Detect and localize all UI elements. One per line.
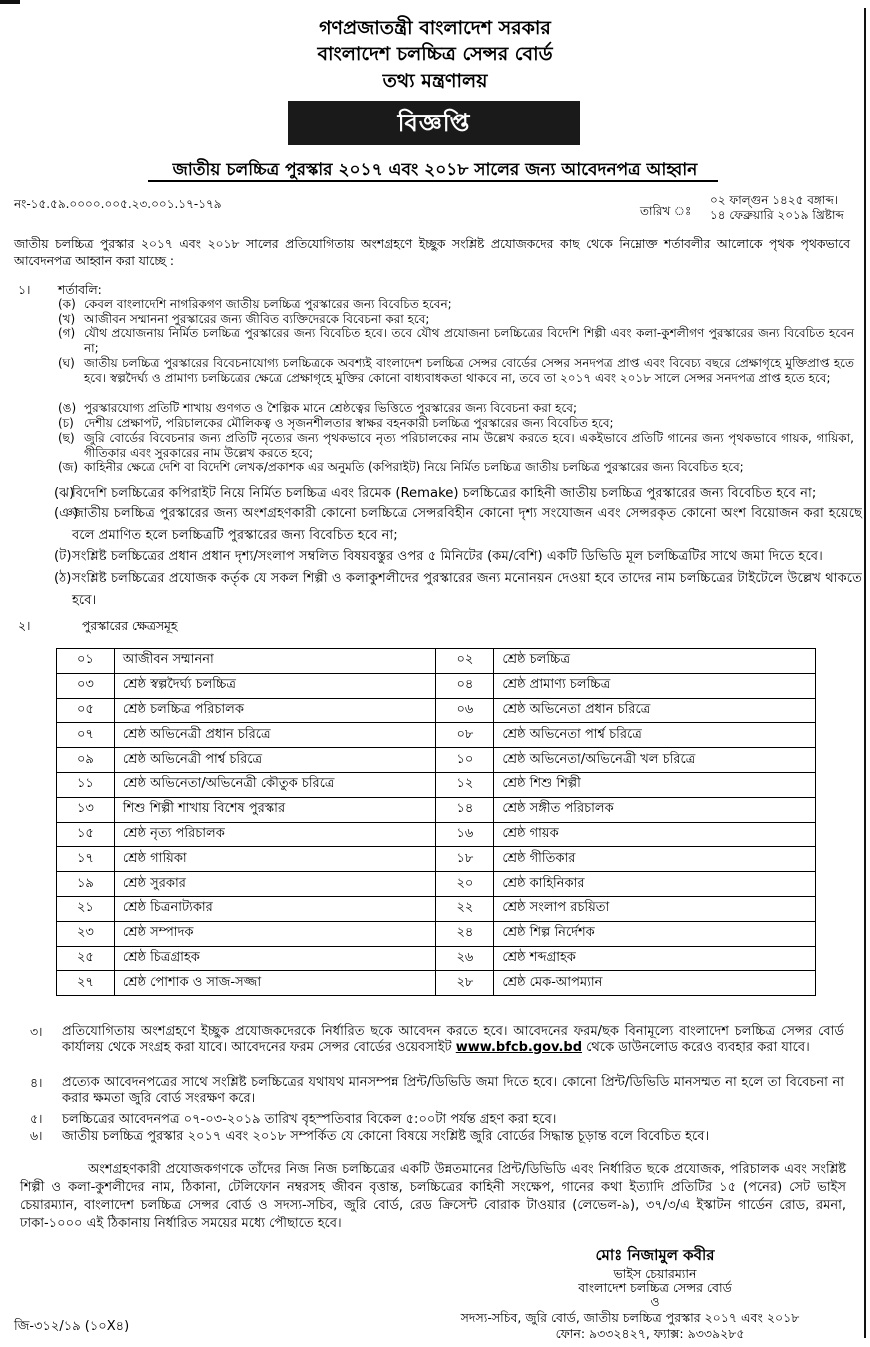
award-name-left: শ্রেষ্ঠ অভিনেত্রী প্রধান চরিত্রে [114, 723, 436, 748]
condition-text: জুরি বোর্ডের বিবেচনার জন্য প্রতিটি নৃত্যের জন্য পৃথকভাবে নৃত্য পরিচালকের নাম উল্লেখ করতে হবে। একইভাবে প্রতিটি গানের জন্য পৃথকভাবে গায়ক, গায়িকা, গীতিকার এবং সুরকারের নাম উল্লেখ করতে হবে; [84, 431, 854, 460]
table-row [57, 772, 816, 797]
award-serial-left: ১৭ [57, 847, 115, 872]
award-serial-left: ১৩ [57, 797, 115, 822]
award-name-left: শিশু শিল্পী শাখায় বিশেষ পুরস্কার [114, 797, 436, 822]
table-row [57, 723, 816, 748]
condition-marker: (ঘ) [58, 356, 75, 370]
award-serial-left: ১৯ [57, 872, 115, 897]
award-serial-right: ০৮ [436, 723, 494, 748]
award-serial-right: ১৬ [436, 822, 494, 847]
table-row [57, 847, 816, 872]
condition-text: সংশ্লিষ্ট চলচ্চিত্রের প্রধান প্রধান দৃশ্য/সংলাপ সম্বলিত বিষয়বস্তুর ওপর ৫ মিনিটের (কম/বেশি) একটি ডিভিডি মূল চলচ্চিত্রটির সাথে জমা দিতে হবে। [72, 549, 823, 564]
condition-text: পুরস্কারযোগ্য প্রতিটি শাখায় গুণগত ও শৈল্পিক মানে শ্রেষ্ঠত্বের ভিত্তিতে পুরস্কারের জন্য বিবেচনা করা হবে; [84, 401, 577, 415]
table-row [57, 698, 816, 723]
award-name-left: শ্রেষ্ঠ স্বল্পদৈর্ঘ্য চলচ্চিত্র [114, 673, 436, 698]
condition-marker: (ঞ) [54, 506, 79, 521]
section6-text: জাতীয় চলচ্চিত্র পুরস্কার ২০১৭ এবং ২০১৮ সম্পর্কিত যে কোনো বিষয়ে সংশ্লিষ্ট জুরি বোর্ডের সিদ্ধান্ত চূড়ান্ত বলে বিবেচিত হবে। [62, 1129, 710, 1144]
award-name-left: শ্রেষ্ঠ সম্পাদক [114, 921, 436, 946]
award-name-right: শ্রেষ্ঠ অভিনেতা পার্শ্ব চরিত্রে [494, 723, 816, 748]
table-row [57, 971, 816, 996]
notice-subject: জাতীয় চলচ্চিত্র পুরস্কার ২০১৭ এবং ২০১৮ সালের জন্য আবেদনপত্র আহ্বান [172, 160, 698, 180]
table-row [57, 822, 816, 847]
award-serial-right: ২০ [436, 872, 494, 897]
header-board: বাংলাদেশ চলচ্চিত্র সেন্সর বোর্ড [317, 43, 553, 65]
condition-text: বিদেশি চলচ্চিত্রের কপিরাইট নিয়ে নির্মিত চলচ্চিত্র এবং রিমেক (Remake) চলচ্চিত্রের কাহিনী জাতীয় চলচ্চিত্র পুরস্কারের জন্য বিবেচিত হবে না; [72, 486, 817, 501]
award-name-left: শ্রেষ্ঠ নৃত্য পরিচালক [114, 822, 436, 847]
condition-marker: (ঝ) [54, 486, 75, 501]
award-serial-left: ০৯ [57, 748, 115, 773]
award-serial-left: ১৫ [57, 822, 115, 847]
award-name-right: শ্রেষ্ঠ মেক-আপম্যান [494, 971, 816, 996]
closing-paragraph: অংশগ্রহণকারী প্রযোজকগণকে তাঁদের নিজ নিজ চলচ্চিত্রের একটি উন্নতমানের প্রিন্ট/ডিভিডি এবং নির্ধারিত ছকে প্রযোজক, পরিচালক এবং সংশ্লিষ্ট শিল্পী ও কলা-কুশলীদের নাম, ঠিকানা, টেলিফোন নম্বরসহ জীবন বৃত্তান্ত, চলচ্চিত্রের কাহিনী সংক্ষেপ, গানের কথা ইত্যাদি প্রতিটির ১৫ (পনের) সেট ভাইস চেয়ারম্যান, বাংলাদেশ চলচ্চিত্র সেন্সর বোর্ড ও সদস্য-সচিব, জুরি বোর্ড, রেড ক্রিসেন্ট বোরাক টাওয়ার (লেভেল-৯), ৩৭/৩/এ ইস্কাটন গার্ডেন রোড, রমনা, ঢাকা-১০০০ এই ঠিকানায় নির্ধারিত সময়ের মধ্যে পৌছাতে হবে। [20, 1162, 846, 1231]
award-name-right: শ্রেষ্ঠ শব্দগ্রাহক [494, 946, 816, 971]
award-name-left: শ্রেষ্ঠ চিত্রনাট্যকার [114, 896, 436, 921]
award-name-right: শ্রেষ্ঠ সঙ্গীত পরিচালক [494, 797, 816, 822]
award-name-left: আজীবন সম্মাননা [114, 649, 436, 674]
table-row [57, 673, 816, 698]
award-name-left: শ্রেষ্ঠ পোশাক ও সাজ-সজ্জা [114, 971, 436, 996]
award-serial-right: ১২ [436, 772, 494, 797]
award-serial-right: ০৪ [436, 673, 494, 698]
website-link[interactable]: www.bfcb.gov.bd [455, 1039, 583, 1055]
award-name-right: শ্রেষ্ঠ গায়ক [494, 822, 816, 847]
signatory-and: ও [650, 1294, 660, 1309]
condition-text: দেশীয় প্রেক্ষাপট, পরিচালকের মৌলিকত্ব ও সৃজনশীলতার স্বাক্ষর বহনকারী চলচ্চিত্র পুরস্কারের জন্য বিবেচিত হবে; [84, 416, 614, 430]
award-name-left: শ্রেষ্ঠ গায়িকা [114, 847, 436, 872]
section3-number: ৩। [30, 1025, 43, 1039]
award-name-right: শ্রেষ্ঠ অভিনেতা/অভিনেত্রী খল চরিত্রে [494, 748, 816, 773]
section3-text-main: প্রতিযোগিতায় অংশগ্রহণে ইচ্ছুক প্রযোজকদেরকে নির্ধারিত ছকে আবেদন করতে হবে। আবেদনের ফরম/ছক বিনামূল্যে বাংলাদেশ চলচ্চিত্র সেন্সর বোর্ড কার্যালয় থেকে সংগ্রহ করা যাবে। আবেদনের ফরম সেন্সর বোর্ডের ওয়েবসাইট [62, 1024, 844, 1055]
condition-marker: (ছ) [58, 431, 75, 445]
table-row [57, 921, 816, 946]
right-border [864, 8, 866, 1338]
award-name-left: শ্রেষ্ঠ অভিনেতা/অভিনেত্রী কৌতুক চরিত্রে [114, 772, 436, 797]
award-name-right: শ্রেষ্ঠ শিশু শিল্পী [494, 772, 816, 797]
section3-text [62, 1024, 844, 1055]
advertisement-code: জি-৩১২/১৯ (১০X৪) [14, 1319, 130, 1334]
award-serial-left: ০৭ [57, 723, 115, 748]
condition-text: কেবল বাংলাদেশি নাগরিকগণ জাতীয় চলচ্চিত্র পুরস্কারের জন্য বিবেচিত হবেন; [84, 297, 452, 311]
awards-table [56, 648, 816, 996]
signatory-role: সদস্য-সচিব, জুরি বোর্ড, জাতীয় চলচ্চিত্র পুরস্কার ২০১৭ এবং ২০১৮ [460, 1310, 800, 1325]
notice-banner: বিজ্ঞপ্তি [288, 101, 580, 145]
intro-paragraph: জাতীয় চলচ্চিত্র পুরস্কার ২০১৭ এবং ২০১৮ সালের প্রতিযোগিতায় অংশগ্রহণে ইচ্ছুক সংশ্লিষ্ট প্রযোজকদের কাছ থেকে নিম্নোক্ত শর্তাবলীর আলোকে পৃথক পৃথকভাবে আবেদনপত্র আহ্বান করা যাচ্ছে : [14, 237, 850, 268]
date-bangla: ০২ ফাল্গুন ১৪২৫ বঙ্গাব্দ। [710, 193, 839, 207]
section5-text: চলচ্চিত্রের আবেদনপত্র ০৭-০৩-২০১৯ তারিখ বৃহস্পতিবার বিকেল ৫:০০টা পর্যন্ত গ্রহণ করা হবে। [62, 1112, 557, 1127]
award-name-right: শ্রেষ্ঠ কাহিনিকার [494, 872, 816, 897]
award-serial-left: ২৭ [57, 971, 115, 996]
section1-number: ১। [18, 283, 31, 297]
condition-marker: (ঙ) [58, 401, 77, 415]
condition-marker: (খ) [58, 312, 76, 326]
award-name-right: শ্রেষ্ঠ অভিনেতা প্রধান চরিত্রে [494, 698, 816, 723]
section2-number: ২। [18, 619, 31, 633]
section3-text-after: থেকে ডাউনলোড করেও ব্যবহার করা যাবে। [586, 1039, 810, 1055]
section6-number: ৬। [30, 1129, 43, 1143]
signatory-name: মোঃ নিজামুল কবীর [595, 1246, 715, 1264]
award-serial-left: ০১ [57, 649, 115, 674]
condition-text: কাহিনীর ক্ষেত্রে দেশি বা বিদেশি লেখক/প্রকাশক এর অনুমতি (কপিরাইট) নিয়ে নির্মিত চলচ্চিত্র জাতীয় চলচ্চিত্র পুরস্কারের জন্য বিবেচিত হবে; [84, 460, 744, 474]
condition-marker: (গ) [58, 326, 76, 340]
condition-text: জাতীয় চলচ্চিত্র পুরস্কারের বিবেচনাযোগ্য চলচ্চিত্রকে অবশ্যই বাংলাদেশ চলচ্চিত্র সেন্সর বোর্ডের সেন্সর সনদপত্র প্রাপ্ত এবং বিবেচ্য বছরে প্রেক্ষাগৃহে মুক্তিপ্রাপ্ত হতে হবে। স্বল্পদৈর্ঘ্য ও প্রামাণ্য চলচ্চিত্রের ক্ষেত্রে প্রেক্ষাগৃহে মুক্তির কোনো বাধ্যবাধকতা থাকবে না, তবে তা ২০১৭ এবং ২০১৮ সালে সেন্সর সনদপত্র প্রাপ্ত হতে হবে; [84, 356, 854, 385]
award-serial-left: ০৩ [57, 673, 115, 698]
section5-number: ৫। [30, 1112, 43, 1126]
award-serial-right: ০২ [436, 649, 494, 674]
table-row [57, 872, 816, 897]
table-row [57, 748, 816, 773]
section4-number: ৪। [30, 1076, 43, 1090]
table-row [57, 896, 816, 921]
award-serial-right: ০৬ [436, 698, 494, 723]
award-serial-right: ১০ [436, 748, 494, 773]
top-border [0, 0, 870, 4]
award-name-left: শ্রেষ্ঠ চিত্রগ্রাহক [114, 946, 436, 971]
award-name-right: শ্রেষ্ঠ চলচ্চিত্র [494, 649, 816, 674]
subject-underline [148, 180, 718, 182]
condition-text: সংশ্লিষ্ট চলচ্চিত্রের প্রযোজক কর্তৃক যে সকল শিল্পী ও কলাকুশলীদের পুরস্কারের জন্য মনোনয়ন দেওয়া হবে তাদের নাম চলচ্চিত্রের টাইটেলে উল্লেখ থাকতে হবে। [72, 571, 862, 608]
award-name-right: শ্রেষ্ঠ প্রামাণ্য চলচ্চিত্র [494, 673, 816, 698]
table-row [57, 649, 816, 674]
award-serial-right: ২৬ [436, 946, 494, 971]
award-name-right: শ্রেষ্ঠ সংলাপ রচয়িতা [494, 896, 816, 921]
award-name-right: শ্রেষ্ঠ গীতিকার [494, 847, 816, 872]
section4-text: প্রত্যেক আবেদনপত্রের সাথে সংশ্লিষ্ট চলচ্চিত্রের যথাযথ মানসম্পন্ন প্রিন্ট/ডিভিডি জমা দিতে হবে। কোনো প্রিন্ট/ডিভিডি মানসম্মত না হলে তা বিবেচনা না করার ক্ষমতা জুরি বোর্ড সংরক্ষণ করে। [62, 1075, 844, 1106]
award-serial-left: ০৫ [57, 698, 115, 723]
award-name-left: শ্রেষ্ঠ চলচ্চিত্র পরিচালক [114, 698, 436, 723]
award-name-left: শ্রেষ্ঠ সুরকার [114, 872, 436, 897]
award-serial-right: ২৪ [436, 921, 494, 946]
signatory-contact: ফোন: ৯৩৩২৪২৭, ফ্যাক্স: ৯৩৩৯২৮৫ [555, 1326, 745, 1341]
condition-marker: (ক) [58, 297, 76, 311]
header-ministry: তথ্য মন্ত্রণালয় [382, 70, 488, 92]
award-serial-left: ১১ [57, 772, 115, 797]
table-row [57, 797, 816, 822]
condition-marker: (ঠ) [54, 571, 72, 586]
condition-marker: (চ) [58, 416, 74, 430]
condition-text: আজীবন সম্মাননা পুরস্কারের জন্য জীবিত ব্যক্তিদেরকে বিবেচনা করা হবে; [84, 312, 430, 326]
award-serial-left: ২৩ [57, 921, 115, 946]
award-serial-left: ২৫ [57, 946, 115, 971]
header-government: গণপ্রজাতন্ত্রী বাংলাদেশ সরকার [319, 17, 551, 39]
signatory-organization: বাংলাদেশ চলচ্চিত্র সেন্সর বোর্ড [578, 1280, 732, 1295]
date-label: তারিখ ঃ [640, 204, 692, 218]
signatory-title: ভাইস চেয়ারম্যান [613, 1266, 697, 1281]
award-name-right: শ্রেষ্ঠ শিল্প নির্দেশক [494, 921, 816, 946]
date-english: ১৪ ফেব্রুয়ারি ২০১৯ খ্রিষ্টাব্দ [710, 208, 844, 222]
section1-title: শর্তাবলি: [58, 283, 102, 297]
award-serial-right: ২৮ [436, 971, 494, 996]
condition-marker: (জ) [58, 460, 79, 474]
condition-marker: (ট) [54, 549, 72, 564]
award-serial-left: ২১ [57, 896, 115, 921]
memo-number: নং-১৫.৫৯.০০০০.০০৫.২৩.০০১.১৭-১৭৯ [14, 197, 222, 211]
award-serial-right: ১৪ [436, 797, 494, 822]
section2-title: পুরস্কারের ক্ষেত্রসমূহ [82, 619, 178, 633]
condition-text: জাতীয় চলচ্চিত্র পুরস্কারের জন্য অংশগ্রহণকারী কোনো চলচ্চিত্রে সেন্সরবিহীন কোনো দৃশ্য সংযোজন এবং সেন্সরকৃত কোনো অংশ বিয়োজন করা হয়েছে বলে প্রমাণিত হলে চলচ্চিত্রটি পুরস্কারের জন্য বিবেচিত হবে না; [72, 506, 862, 543]
table-row [57, 946, 816, 971]
condition-text: যৌথ প্রযোজনায় নির্মিত চলচ্চিত্র পুরস্কারের জন্য বিবেচিত হবে। তবে যৌথ প্রযোজনা চলচ্চিত্রের বিদেশি শিল্পী এবং কলা-কুশলীগণ পুরস্কারের জন্য বিবেচিত হবেন না; [84, 326, 854, 355]
award-serial-right: ২২ [436, 896, 494, 921]
award-name-left: শ্রেষ্ঠ অভিনেত্রী পার্শ্ব চরিত্রে [114, 748, 436, 773]
award-serial-right: ১৮ [436, 847, 494, 872]
